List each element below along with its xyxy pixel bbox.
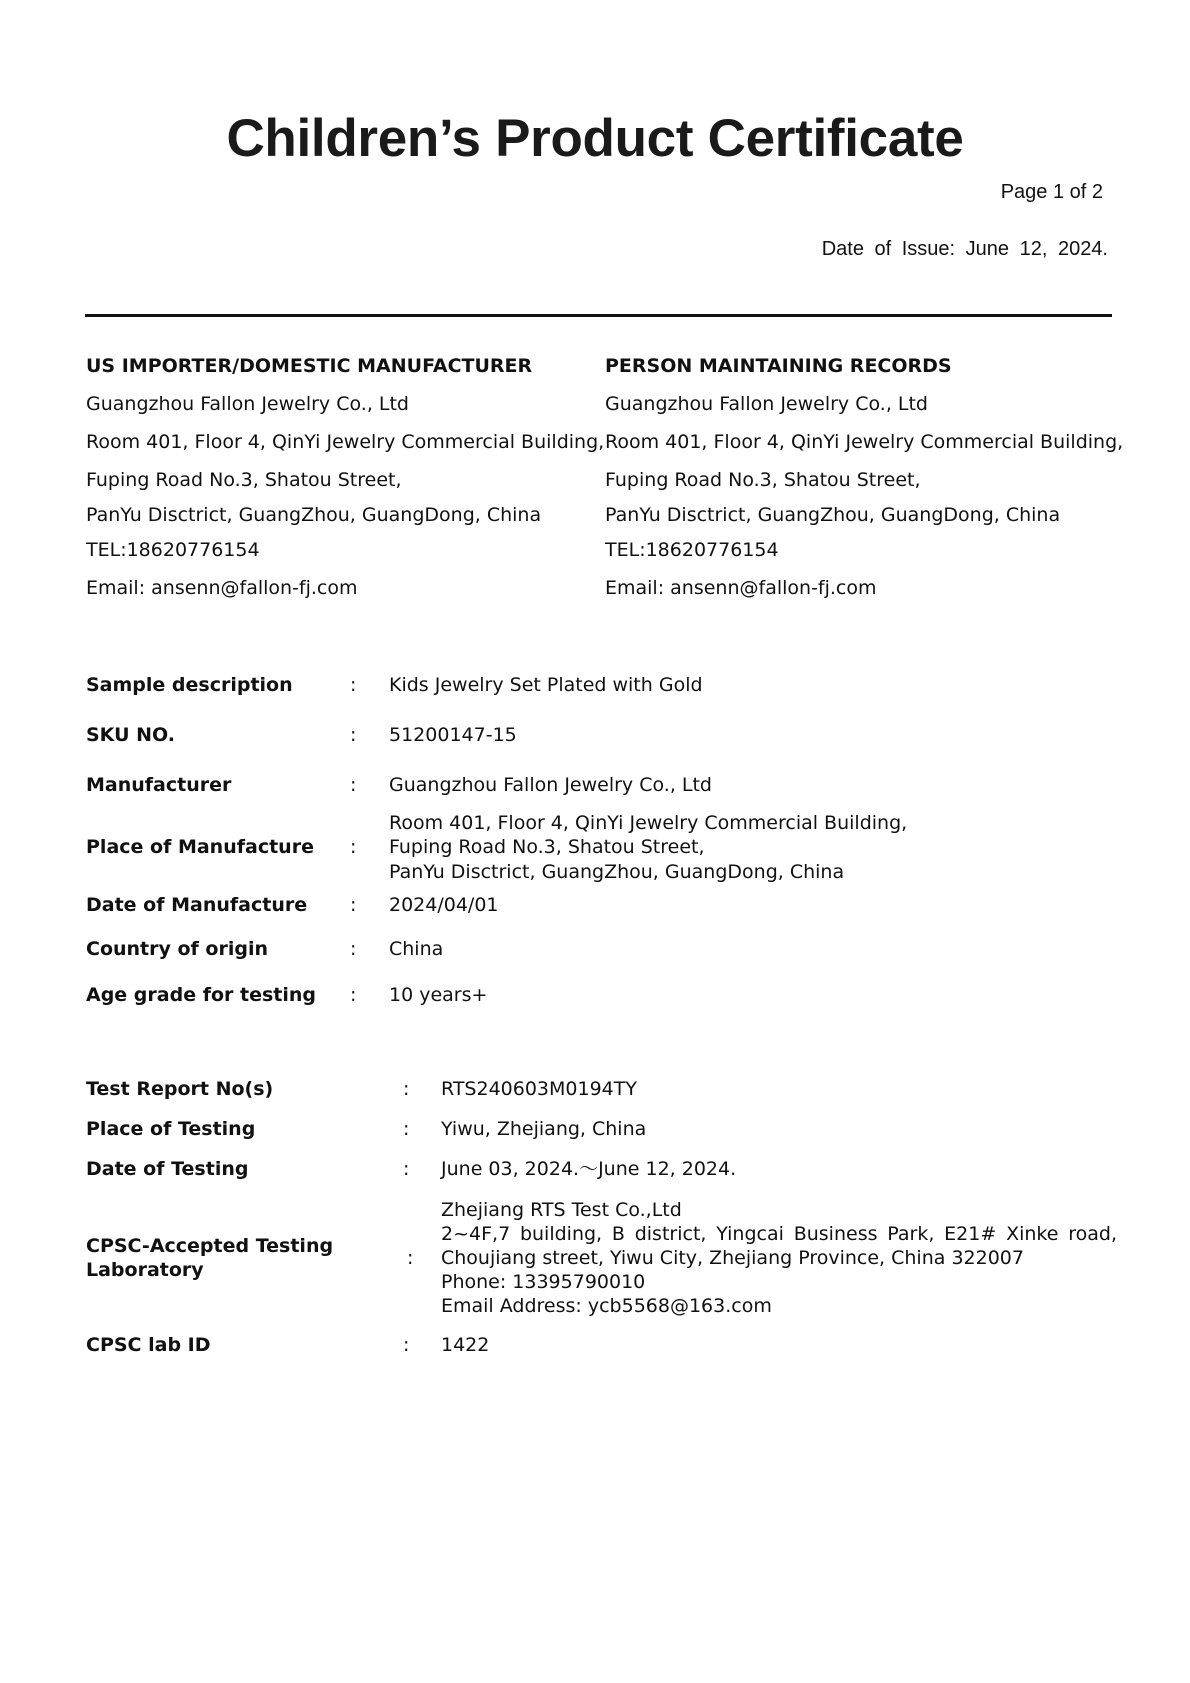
field-label-line-1: CPSC-Accepted Testing: [86, 1235, 334, 1257]
records-address-line-1: Room 401, Floor 4, QinYi Jewelry Commercial Building,: [605, 431, 1124, 453]
field-value: 10 years+: [389, 984, 488, 1006]
importer-email: Email: ansenn@fallon-fj.com: [86, 577, 358, 599]
records-tel: TEL:18620776154: [605, 539, 779, 561]
field-colon: :: [350, 938, 357, 960]
field-value: Yiwu, Zhejiang, China: [441, 1118, 647, 1140]
field-label: Date of Testing: [86, 1158, 249, 1180]
field-label: Place of Testing: [86, 1118, 256, 1140]
importer-address-line-1: Room 401, Floor 4, QinYi Jewelry Commercial Building,: [86, 431, 605, 453]
field-colon: :: [403, 1078, 410, 1100]
field-label: Manufacturer: [86, 774, 232, 796]
importer-name: Guangzhou Fallon Jewelry Co., Ltd: [86, 393, 409, 415]
field-label: Test Report No(s): [86, 1078, 274, 1100]
importer-heading: US IMPORTER/DOMESTIC MANUFACTURER: [86, 355, 533, 377]
header-divider: [85, 314, 1112, 317]
field-label: Age grade for testing: [86, 984, 317, 1006]
place-line-1: Room 401, Floor 4, QinYi Jewelry Commercial Building,: [389, 812, 908, 834]
field-value: 2024/04/01: [389, 894, 499, 916]
field-value: Kids Jewelry Set Plated with Gold: [389, 674, 703, 696]
field-value: 51200147-15: [389, 724, 517, 746]
records-address-line-2: Fuping Road No.3, Shatou Street,: [605, 469, 921, 491]
field-value: 1422: [441, 1334, 490, 1356]
lab-line-2: [441, 1222, 1117, 1246]
lab-line-5: Email Address: ycb5568@163.com: [441, 1295, 772, 1317]
field-label: Sample description: [86, 674, 293, 696]
field-colon: :: [350, 894, 357, 916]
field-label: Place of Manufacture: [86, 836, 314, 858]
field-label-line-2: Laboratory: [86, 1259, 204, 1281]
document-title: Children’s Product Certificate: [226, 109, 964, 168]
records-address-line-3: PanYu Disctrict, GuangZhou, GuangDong, China: [605, 504, 1061, 526]
field-label: CPSC lab ID: [86, 1334, 211, 1356]
field-colon: :: [350, 724, 357, 746]
page-number: Page 1 of 2: [1000, 181, 1103, 203]
field-label: SKU NO.: [86, 724, 175, 746]
field-colon: :: [403, 1118, 410, 1140]
field-value: Guangzhou Fallon Jewelry Co., Ltd: [389, 774, 712, 796]
records-name: Guangzhou Fallon Jewelry Co., Ltd: [605, 393, 928, 415]
lab-line-4: Phone: 13395790010: [441, 1271, 646, 1293]
importer-address-line-2: Fuping Road No.3, Shatou Street,: [86, 469, 402, 491]
records-email: Email: ansenn@fallon-fj.com: [605, 577, 877, 599]
field-label: Country of origin: [86, 938, 269, 960]
place-line-2: Fuping Road No.3, Shatou Street,: [389, 836, 705, 858]
field-value: China: [389, 938, 444, 960]
records-block: [605, 355, 1123, 599]
field-value: June 03, 2024.～June 12, 2024.: [441, 1158, 737, 1180]
importer-tel: TEL:18620776154: [86, 539, 260, 561]
field-label: Date of Manufacture: [86, 894, 308, 916]
field-colon: :: [350, 836, 357, 858]
date-of-issue: Date of Issue: June 12, 2024.: [821, 238, 1108, 260]
records-heading: PERSON MAINTAINING RECORDS: [605, 355, 952, 377]
lab-line-3: Choujiang street, Yiwu City, Zhejiang Province, China 322007: [441, 1247, 1024, 1269]
place-line-3: PanYu Disctrict, GuangZhou, GuangDong, China: [389, 861, 845, 883]
field-value: RTS240603M0194TY: [441, 1078, 637, 1100]
importer-block: [86, 355, 604, 599]
field-colon: :: [350, 774, 357, 796]
field-colon: :: [403, 1158, 410, 1180]
lab-line-2-text: 2~4F,7 building, B district, Yingcai Business Park, E21# Xinke road,: [441, 1223, 1117, 1245]
field-colon: :: [350, 984, 357, 1006]
field-colon: :: [403, 1334, 410, 1356]
importer-address-line-3: PanYu Disctrict, GuangZhou, GuangDong, China: [86, 504, 542, 526]
field-colon: :: [350, 674, 357, 696]
lab-line-1: Zhejiang RTS Test Co.,Ltd: [441, 1199, 682, 1221]
field-colon: :: [407, 1247, 414, 1269]
